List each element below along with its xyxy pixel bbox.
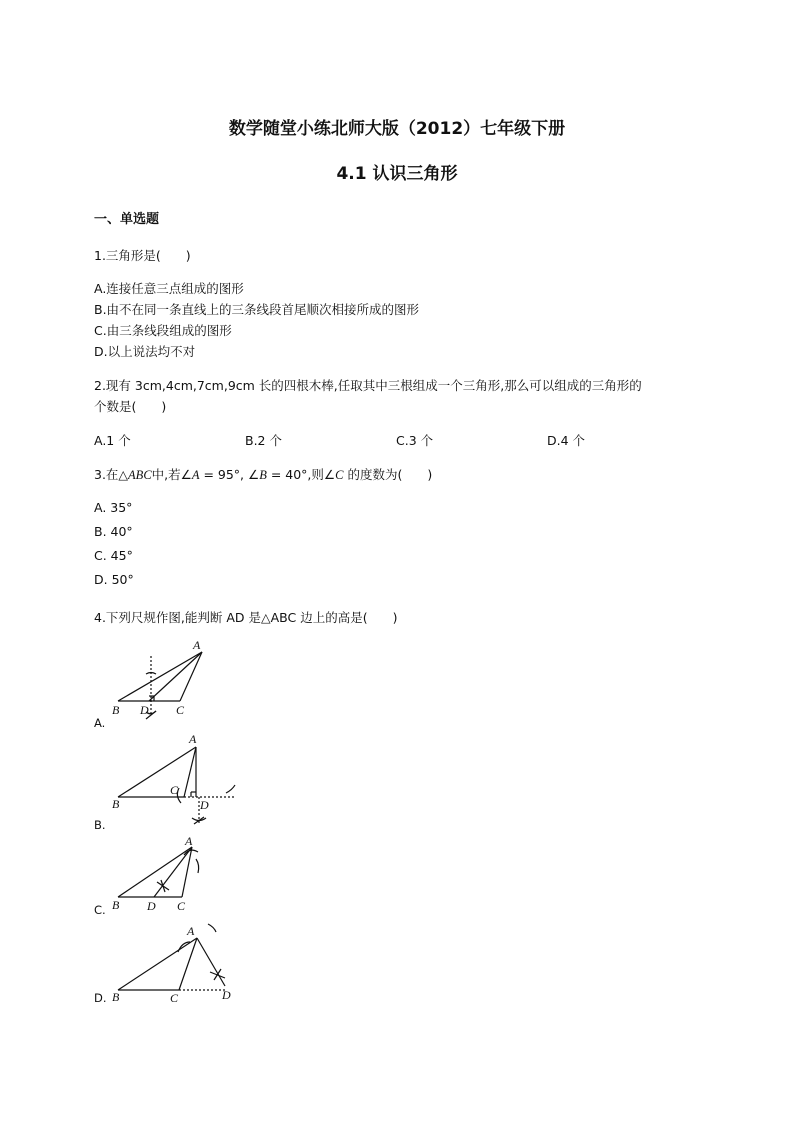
fig-d-label-b: B bbox=[112, 990, 120, 1004]
fig-a-segment-ad bbox=[149, 652, 202, 701]
fig-b-arc-right bbox=[226, 785, 235, 793]
fig-c-label-a: A bbox=[185, 834, 193, 848]
fig-a-side-ab bbox=[118, 652, 202, 701]
q3-stem bbox=[94, 465, 432, 483]
q1-option-a[interactable]: A.连接任意三点组成的图形 bbox=[94, 281, 244, 296]
fig-c-side-ab bbox=[118, 847, 192, 897]
q2-option-b[interactable]: B.2 个 bbox=[245, 433, 282, 448]
section-heading: 一、单选题 bbox=[94, 212, 160, 227]
fig-b-side-ab bbox=[118, 747, 196, 797]
q2-option-d[interactable]: D.4 个 bbox=[547, 433, 586, 448]
q3-option-b[interactable]: B. 40° bbox=[94, 524, 133, 539]
fig-c-label-c: C bbox=[177, 899, 186, 913]
fig-b-label-c: C bbox=[170, 783, 179, 797]
q3-prefix: 3.在△ bbox=[94, 467, 129, 482]
figure-b[interactable] bbox=[110, 730, 240, 830]
fig-d-side-ab bbox=[118, 938, 197, 990]
q4-option-a-label[interactable]: A. bbox=[94, 716, 106, 730]
fig-d-label-d: D bbox=[222, 988, 231, 1002]
q1-option-c[interactable]: C.由三条线段组成的图形 bbox=[94, 323, 232, 338]
fig-b-label-b: B bbox=[112, 797, 120, 811]
q1-option-d[interactable]: D.以上说法均不对 bbox=[94, 344, 196, 359]
fig-d-label-a: A bbox=[187, 924, 195, 938]
q3-option-a[interactable]: A. 35° bbox=[94, 500, 133, 515]
q3-triangle: ABC bbox=[128, 468, 152, 482]
fig-b-label-a: A bbox=[189, 732, 197, 746]
fig-b-label-d: D bbox=[200, 798, 209, 812]
q1-option-b[interactable]: B.由不在同一条直线上的三条线段首尾顺次相接所成的图形 bbox=[94, 302, 420, 317]
q4-stem: 4.下列尺规作图,能判断 AD 是△ABC 边上的高是( ) bbox=[94, 610, 398, 625]
figure-a[interactable] bbox=[110, 636, 210, 730]
fig-c-arc-right bbox=[196, 859, 199, 873]
q3-suffix: 的度数为( ) bbox=[343, 467, 433, 482]
q4-option-c-label[interactable]: C. bbox=[94, 903, 106, 917]
q2-stem-line1: 2.现有 3cm,4cm,7cm,9cm 长的四根木棒,任取其中三根组成一个三角形,那么可以组成的三角形的 bbox=[94, 378, 642, 393]
fig-d-label-c: C bbox=[170, 991, 179, 1005]
q1-stem: 1.三角形是( ) bbox=[94, 248, 191, 263]
q3-option-c[interactable]: C. 45° bbox=[94, 548, 133, 563]
q4-option-d-label[interactable]: D. bbox=[94, 991, 107, 1005]
document-subtitle: 4.1 认识三角形 bbox=[336, 164, 458, 184]
fig-d-segment-ad bbox=[197, 938, 225, 986]
figure-d[interactable] bbox=[110, 918, 240, 1008]
fig-a-side-ac bbox=[180, 652, 202, 701]
fig-c-arc-cross-2 bbox=[161, 880, 165, 892]
q3-mid1: 中,若∠ bbox=[151, 467, 192, 482]
q2-option-c[interactable]: C.3 个 bbox=[396, 433, 434, 448]
q3-eq1: = 95°, ∠ bbox=[199, 467, 260, 482]
figure-c[interactable] bbox=[110, 833, 210, 917]
q2-option-a[interactable]: A.1 个 bbox=[94, 433, 131, 448]
q3-eq2: = 40°,则∠ bbox=[266, 467, 336, 482]
fig-d-arc-right bbox=[208, 924, 216, 932]
fig-a-label-a: A bbox=[193, 638, 201, 652]
q3-angle-c: C bbox=[335, 468, 344, 482]
fig-a-label-b: B bbox=[112, 703, 120, 717]
fig-a-label-c: C bbox=[176, 703, 185, 717]
document-title: 数学随堂小练北师大版（2012）七年级下册 bbox=[228, 119, 566, 139]
q3-option-d[interactable]: D. 50° bbox=[94, 572, 134, 587]
fig-b-side-ac bbox=[184, 747, 196, 797]
q4-option-b-label[interactable]: B. bbox=[94, 818, 106, 832]
q3-angle-b: B bbox=[259, 468, 267, 482]
fig-c-label-b: B bbox=[112, 898, 120, 912]
fig-c-label-d: D bbox=[147, 899, 156, 913]
q2-stem-line2: 个数是( ) bbox=[94, 399, 167, 414]
fig-a-label-d: D bbox=[140, 703, 149, 717]
fig-c-segment-ad bbox=[154, 847, 192, 897]
q3-angle-a: A bbox=[191, 468, 200, 482]
